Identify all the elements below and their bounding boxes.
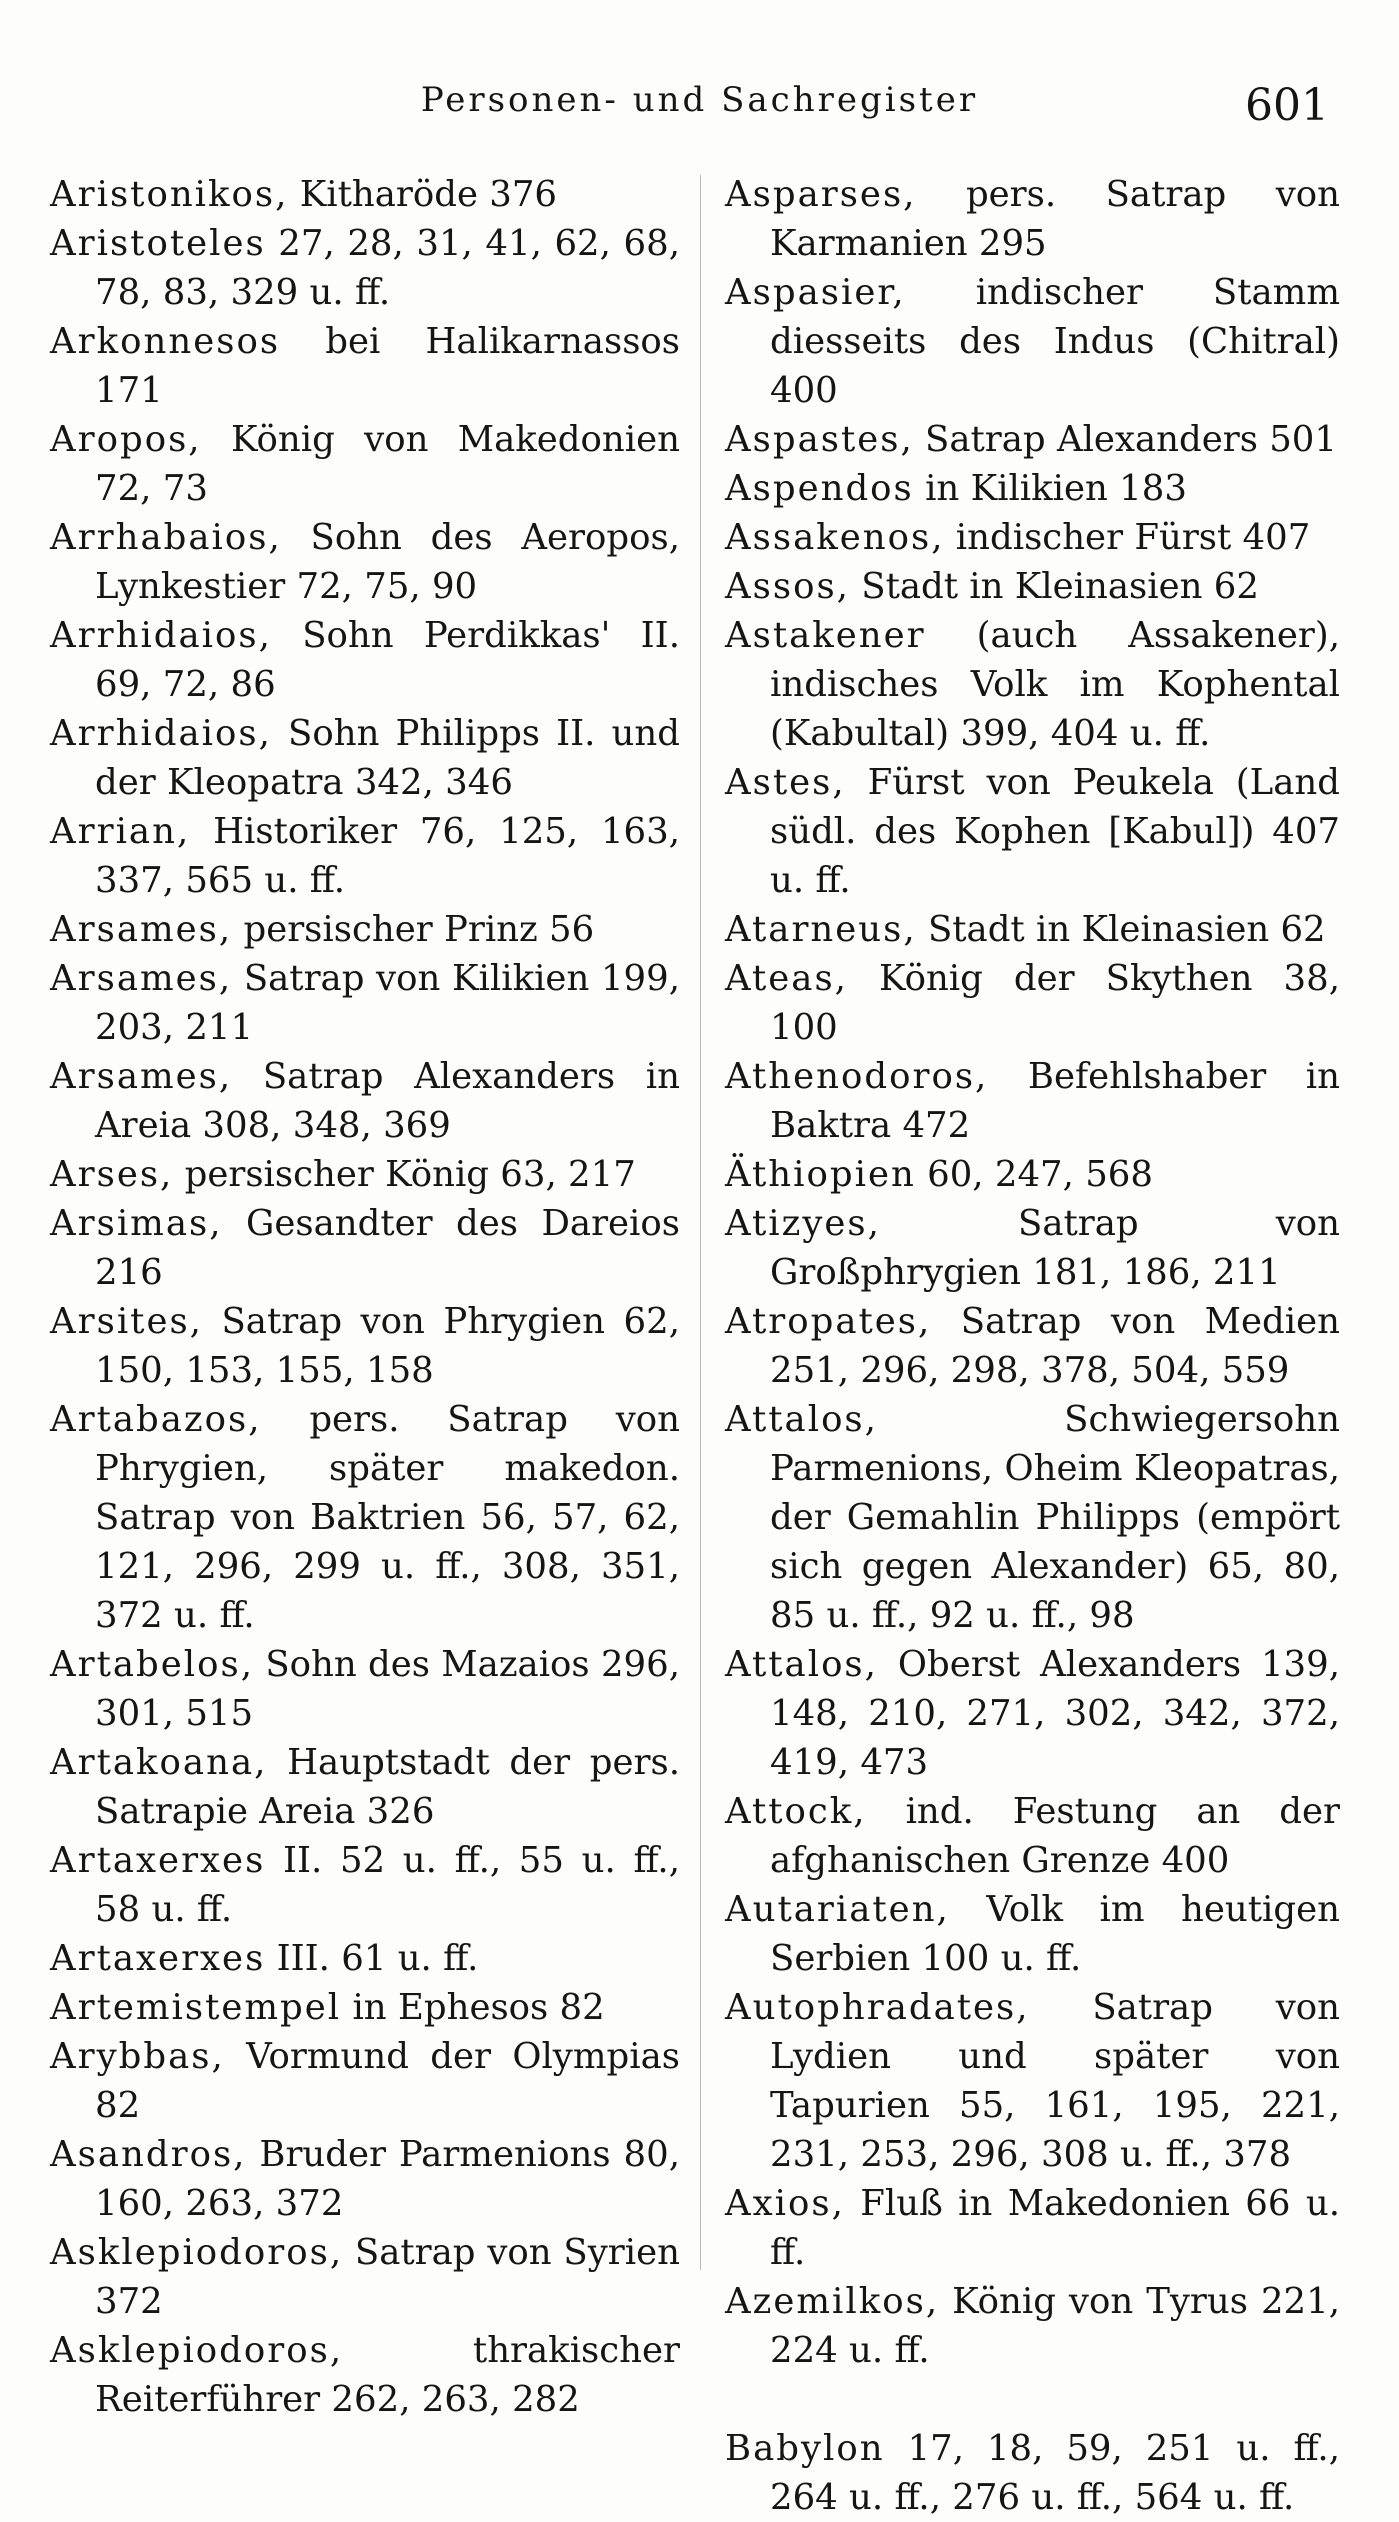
index-entry — [725, 1199, 1340, 1297]
entry-text: Stadt in Kleinasien 62 — [861, 566, 1259, 607]
index-entry — [50, 513, 680, 611]
index-entry — [725, 1640, 1340, 1787]
entry-head: Artabelos, — [50, 1644, 255, 1685]
index-entry — [50, 2326, 680, 2424]
index-entry — [725, 1983, 1340, 2179]
entry-head: Arsites, — [50, 1301, 203, 1342]
entry-text: persischer Prinz 56 — [243, 909, 595, 950]
entry-head: Arsames, — [50, 958, 233, 999]
index-entry — [725, 2424, 1340, 2522]
index-entry — [725, 1150, 1340, 1199]
entry-head: Attock, — [725, 1791, 867, 1832]
index-entry — [50, 219, 680, 317]
index-entry — [725, 464, 1340, 513]
entry-head: Arrian, — [50, 811, 191, 852]
entry-head: Autariaten, — [725, 1889, 950, 1930]
entry-head: Artaxerxes — [50, 1938, 266, 1979]
entry-text: persischer König 63, 217 — [184, 1154, 636, 1195]
entry-text: Volk im heutigen Serbien 100 u. ff. — [770, 1889, 1340, 1979]
index-entry — [725, 268, 1340, 415]
index-column-left — [50, 170, 680, 2424]
entry-text: Satrap Alexanders in Areia 308, 348, 369 — [95, 1056, 680, 1146]
entry-text: König von Makedonien 72, 73 — [95, 419, 680, 509]
index-entry — [50, 1640, 680, 1738]
entry-head: Athenodoros, — [725, 1056, 989, 1097]
index-entry — [50, 2130, 680, 2228]
index-entry — [50, 709, 680, 807]
entry-text: Sohn des Aeropos, Lynkestier 72, 75, 90 — [95, 517, 680, 607]
index-entry — [50, 170, 680, 219]
entry-head: Aspastes, — [725, 419, 914, 460]
index-entry — [725, 1297, 1340, 1395]
index-entry — [50, 1738, 680, 1836]
index-entry — [725, 562, 1340, 611]
entry-head: Arsimas, — [50, 1203, 223, 1244]
index-entry — [725, 2179, 1340, 2277]
entry-text: Stadt in Kleinasien 62 — [927, 909, 1326, 950]
entry-text: Befehlshaber in Baktra 472 — [770, 1056, 1340, 1146]
entry-text: Sohn des Mazaios 296, 301, 515 — [95, 1644, 680, 1734]
entry-text: 60, 247, 568 — [927, 1154, 1153, 1195]
index-entry — [725, 170, 1340, 268]
entry-text: Satrap von Kilikien 199, 203, 211 — [95, 958, 680, 1048]
entry-text: thrakischer Reiterführer 262, 263, 282 — [95, 2330, 680, 2420]
index-entry — [50, 317, 680, 415]
entry-head: Aspendos — [725, 468, 914, 509]
entry-head: Arybbas, — [50, 2036, 225, 2077]
entry-head: Aropos, — [50, 419, 202, 460]
index-entry — [50, 1395, 680, 1640]
index-entry — [50, 1836, 680, 1934]
entry-head: Aristonikos, — [50, 174, 289, 215]
entry-text: indischer Fürst 407 — [955, 517, 1311, 558]
entry-text: 17, 18, 59, 251 u. ff., 264 u. ff., 276 u. ff., 564 u. ff. — [770, 2428, 1340, 2518]
index-entry — [725, 2277, 1340, 2375]
entry-head: Äthiopien — [725, 1154, 916, 1195]
index-entry — [50, 2228, 680, 2326]
entry-head: Autophradates, — [725, 1987, 1030, 2028]
entry-text: Satrap von Medien 251, 296, 298, 378, 504, 559 — [770, 1301, 1340, 1391]
page-number: 601 — [1245, 80, 1329, 131]
index-entry — [50, 415, 680, 513]
index-entry — [50, 2032, 680, 2130]
entry-head: Artabazos, — [50, 1399, 262, 1440]
entry-head: Atropates, — [725, 1301, 932, 1342]
entry-head: Asandros, — [50, 2134, 247, 2175]
entry-head: Asparses, — [725, 174, 917, 215]
index-entry — [725, 954, 1340, 1052]
index-entry — [50, 1150, 680, 1199]
entry-text: Satrap von Lydien und später von Tapurien 55, 161, 195, 221, 231, 253, 296, 308 u. ff., 378 — [770, 1987, 1340, 2175]
index-entry — [725, 1885, 1340, 1983]
index-entry — [725, 415, 1340, 464]
entry-text: in Kilikien 183 — [925, 468, 1187, 509]
entry-head: Asklepiodoros, — [50, 2232, 344, 2273]
entry-text: Fürst von Peukela (Land südl. des Kophen [Kabul]) 407 u. ff. — [770, 762, 1340, 901]
entry-text: Gesandter des Dareios 216 — [95, 1203, 680, 1293]
entry-head: Atizyes, — [725, 1203, 881, 1244]
entry-head: Arsames, — [50, 1056, 233, 1097]
entry-head: Aspasier, — [725, 272, 906, 313]
entry-text: Sohn Perdikkas' II. 69, 72, 86 — [95, 615, 680, 705]
entry-head: Atarneus, — [725, 909, 917, 950]
entry-text: König von Tyrus 221, 224 u. ff. — [770, 2281, 1340, 2371]
index-entry — [725, 1052, 1340, 1150]
entry-head: Artakoana, — [50, 1742, 268, 1783]
entry-text: Satrap von Syrien 372 — [95, 2232, 680, 2322]
index-entry — [50, 1052, 680, 1150]
entry-text: 27, 28, 31, 41, 62, 68, 78, 83, 329 u. ff. — [95, 223, 680, 313]
entry-head: Arkonnesos — [50, 321, 281, 362]
entry-head: Axios, — [725, 2183, 845, 2224]
entry-text: Kitharöde 376 — [299, 174, 558, 215]
entry-text: Schwiegersohn Parmenions, Oheim Kleopatras, der Gemahlin Philipps (empört sich gegen Alexander) 65, 80, 85 u. ff., 92 u. ff., 98 — [770, 1399, 1340, 1636]
entry-head: Astes, — [725, 762, 846, 803]
entry-head: Attalos, — [725, 1399, 878, 1440]
entry-head: Babylon — [725, 2428, 885, 2469]
entry-text: pers. Satrap von Karmanien 295 — [770, 174, 1340, 264]
column-divider — [700, 175, 701, 2270]
entry-head: Aristoteles — [50, 223, 266, 264]
entry-text: Sohn Philipps II. und der Kleopatra 342, 346 — [95, 713, 680, 803]
entry-text: Bruder Parmenions 80, 160, 263, 372 — [95, 2134, 680, 2224]
entry-head: Arrhidaios, — [50, 713, 272, 754]
running-header: Personen- und Sachregister — [420, 80, 979, 120]
entry-text: bei Halikarnassos 171 — [95, 321, 680, 411]
index-entry — [725, 1395, 1340, 1640]
index-entry — [50, 1934, 680, 1983]
entry-text: Vormund der Olympias 82 — [95, 2036, 680, 2126]
index-column-right — [725, 170, 1340, 2522]
entry-text: Satrap Alexanders 501 — [925, 419, 1337, 460]
index-entry — [50, 611, 680, 709]
index-entry — [50, 1199, 680, 1297]
entry-text: in Ephesos 82 — [352, 1987, 605, 2028]
entry-text: ind. Festung an der afghanischen Grenze 400 — [770, 1791, 1340, 1881]
index-entry — [50, 1297, 680, 1395]
index-entry — [725, 611, 1340, 758]
entry-head: Arrhabaios, — [50, 517, 282, 558]
entry-head: Artemistempel — [50, 1987, 342, 2028]
entry-text: König der Skythen 38, 100 — [770, 958, 1340, 1048]
entry-text: Satrap von Phrygien 62, 150, 153, 155, 158 — [95, 1301, 680, 1391]
entry-text: (auch Assakener), indisches Volk im Kophental (Kabultal) 399, 404 u. ff. — [770, 615, 1340, 754]
entry-head: Assakenos, — [725, 517, 945, 558]
index-entry — [725, 758, 1340, 905]
index-entry — [50, 905, 680, 954]
entry-text: Fluß in Makedonien 66 u. ff. — [770, 2183, 1340, 2273]
index-entry — [725, 905, 1340, 954]
entry-text: indischer Stamm diesseits des Indus (Chitral) 400 — [770, 272, 1340, 411]
entry-head: Ateas, — [725, 958, 848, 999]
index-entry — [725, 1787, 1340, 1885]
entry-head: Astakener — [725, 615, 926, 656]
entry-text: Hauptstadt der pers. Satrapie Areia 326 — [95, 1742, 680, 1832]
entry-text: III. 61 u. ff. — [276, 1938, 479, 1979]
entry-text: Oberst Alexanders 139, 148, 210, 271, 302, 342, 372, 419, 473 — [770, 1644, 1340, 1783]
entry-head: Arrhidaios, — [50, 615, 272, 656]
entry-text: Historiker 76, 125, 163, 337, 565 u. ff. — [95, 811, 680, 901]
index-entry — [725, 513, 1340, 562]
entry-head: Arses, — [50, 1154, 174, 1195]
entry-text: Satrap von Großphrygien 181, 186, 211 — [770, 1203, 1340, 1293]
index-entry — [50, 954, 680, 1052]
entry-head: Artaxerxes — [50, 1840, 266, 1881]
entry-head: Assos, — [725, 566, 850, 607]
entry-head: Attalos, — [725, 1644, 878, 1685]
entry-text: II. 52 u. ff., 55 u. ff., 58 u. ff. — [95, 1840, 680, 1930]
entry-text: pers. Satrap von Phrygien, später makedon. Satrap von Baktrien 56, 57, 62, 121, 296, 299 u. ff., 308, 351, 372 u. ff. — [95, 1399, 680, 1636]
index-entry — [50, 807, 680, 905]
entry-head: Arsames, — [50, 909, 233, 950]
index-entry — [50, 1983, 680, 2032]
entry-head: Asklepiodoros, — [50, 2330, 344, 2371]
entry-head: Azemilkos, — [725, 2281, 940, 2322]
